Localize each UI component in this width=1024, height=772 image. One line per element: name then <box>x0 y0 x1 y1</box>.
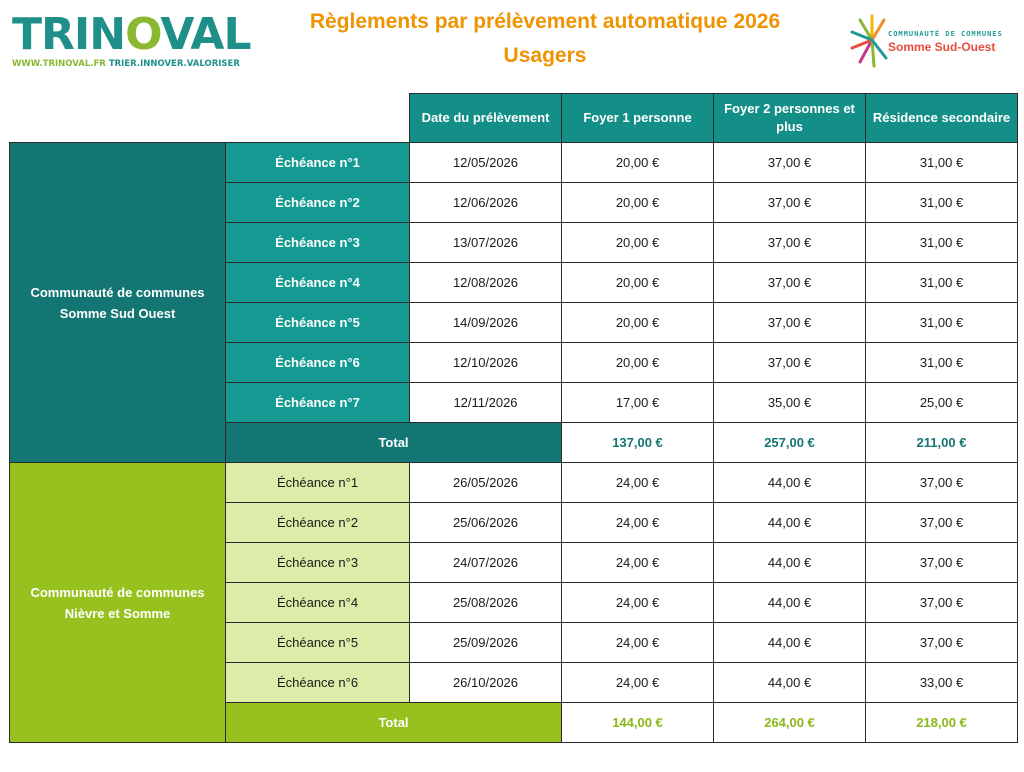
row-label: Échéance n°6 <box>226 343 410 383</box>
row-foyer1: 20,00 € <box>562 343 714 383</box>
row-foyer1: 24,00 € <box>562 583 714 623</box>
row-date: 14/09/2026 <box>410 303 562 343</box>
row-foyer2: 44,00 € <box>714 463 866 503</box>
group-label-somme-sud-ouest: Communauté de communes Somme Sud Ouest <box>10 143 226 463</box>
payments-table <box>9 93 1018 743</box>
row-residence: 37,00 € <box>866 583 1018 623</box>
row-residence: 31,00 € <box>866 263 1018 303</box>
row-residence: 31,00 € <box>866 303 1018 343</box>
row-date: 12/05/2026 <box>410 143 562 183</box>
row-date: 25/08/2026 <box>410 583 562 623</box>
row-residence: 37,00 € <box>866 503 1018 543</box>
trinoval-website: WWW.TRINOVAL.FR <box>12 59 106 69</box>
row-label: Échéance n°1 <box>226 143 410 183</box>
row-date: 26/10/2026 <box>410 663 562 703</box>
sunburst-logo-icon <box>850 10 890 70</box>
row-foyer1: 24,00 € <box>562 623 714 663</box>
page-title: Règlements par prélèvement automatique 2026 <box>309 10 781 33</box>
row-label: Échéance n°7 <box>226 383 410 423</box>
row-residence: 37,00 € <box>866 463 1018 503</box>
col-header-foyer2: Foyer 2 personnes et plus <box>714 94 866 143</box>
row-foyer2: 37,00 € <box>714 183 866 223</box>
group-label-nievre-et-somme: Communauté de communes Nièvre et Somme <box>10 463 226 743</box>
trinoval-tagline: TRIER.INNOVER.VALORISER <box>108 59 240 69</box>
total-residence: 211,00 € <box>866 423 1018 463</box>
row-foyer1: 24,00 € <box>562 463 714 503</box>
col-header-foyer1: Foyer 1 personne <box>562 94 714 143</box>
total-residence: 218,00 € <box>866 703 1018 743</box>
row-residence: 33,00 € <box>866 663 1018 703</box>
row-label: Échéance n°6 <box>226 663 410 703</box>
row-foyer2: 44,00 € <box>714 663 866 703</box>
row-residence: 37,00 € <box>866 543 1018 583</box>
row-label: Échéance n°5 <box>226 303 410 343</box>
row-foyer1: 24,00 € <box>562 503 714 543</box>
row-foyer2: 44,00 € <box>714 503 866 543</box>
somme-sud-ouest-logo <box>850 10 1020 70</box>
total-foyer1: 144,00 € <box>562 703 714 743</box>
row-foyer2: 44,00 € <box>714 583 866 623</box>
logo-right-top-text: COMMUNAUTÉ DE COMMUNES <box>888 30 1003 38</box>
total-label: Total <box>226 703 562 743</box>
row-date: 13/07/2026 <box>410 223 562 263</box>
row-foyer2: 35,00 € <box>714 383 866 423</box>
row-foyer1: 24,00 € <box>562 543 714 583</box>
row-foyer1: 20,00 € <box>562 263 714 303</box>
row-foyer2: 37,00 € <box>714 223 866 263</box>
row-label: Échéance n°2 <box>226 183 410 223</box>
total-foyer2: 264,00 € <box>714 703 866 743</box>
row-label: Échéance n°1 <box>226 463 410 503</box>
total-foyer1: 137,00 € <box>562 423 714 463</box>
total-foyer2: 257,00 € <box>714 423 866 463</box>
row-date: 12/10/2026 <box>410 343 562 383</box>
row-label: Échéance n°4 <box>226 583 410 623</box>
row-foyer2: 37,00 € <box>714 343 866 383</box>
col-header-residence: Résidence secondaire <box>866 94 1018 143</box>
row-residence: 37,00 € <box>866 623 1018 663</box>
trinoval-logo-wordmark: TRINOVAL <box>12 9 251 60</box>
row-foyer2: 37,00 € <box>714 263 866 303</box>
row-foyer2: 37,00 € <box>714 303 866 343</box>
row-date: 12/08/2026 <box>410 263 562 303</box>
row-date: 12/11/2026 <box>410 383 562 423</box>
row-residence: 31,00 € <box>866 143 1018 183</box>
row-foyer1: 20,00 € <box>562 143 714 183</box>
row-residence: 31,00 € <box>866 223 1018 263</box>
row-label: Échéance n°3 <box>226 543 410 583</box>
table-row <box>10 463 1018 503</box>
row-date: 25/06/2026 <box>410 503 562 543</box>
table-header-row <box>10 94 1018 143</box>
row-foyer2: 44,00 € <box>714 543 866 583</box>
table-row <box>10 143 1018 183</box>
row-foyer1: 20,00 € <box>562 303 714 343</box>
row-date: 25/09/2026 <box>410 623 562 663</box>
col-header-date: Date du prélèvement <box>410 94 562 143</box>
row-date: 12/06/2026 <box>410 183 562 223</box>
trinoval-logo <box>12 9 251 70</box>
row-foyer1: 20,00 € <box>562 223 714 263</box>
row-label: Échéance n°5 <box>226 623 410 663</box>
row-foyer1: 17,00 € <box>562 383 714 423</box>
header-blank-cell <box>10 94 410 143</box>
row-foyer2: 44,00 € <box>714 623 866 663</box>
row-foyer1: 20,00 € <box>562 183 714 223</box>
row-foyer2: 37,00 € <box>714 143 866 183</box>
row-date: 24/07/2026 <box>410 543 562 583</box>
logo-right-bottom-text: Somme Sud-Ouest <box>888 40 996 54</box>
row-label: Échéance n°2 <box>226 503 410 543</box>
row-foyer1: 24,00 € <box>562 663 714 703</box>
row-residence: 31,00 € <box>866 343 1018 383</box>
page-subtitle: Usagers <box>503 44 587 67</box>
row-date: 26/05/2026 <box>410 463 562 503</box>
row-residence: 31,00 € <box>866 183 1018 223</box>
row-residence: 25,00 € <box>866 383 1018 423</box>
trinoval-logo-tagline-row <box>12 59 240 69</box>
total-label: Total <box>226 423 562 463</box>
row-label: Échéance n°3 <box>226 223 410 263</box>
row-label: Échéance n°4 <box>226 263 410 303</box>
